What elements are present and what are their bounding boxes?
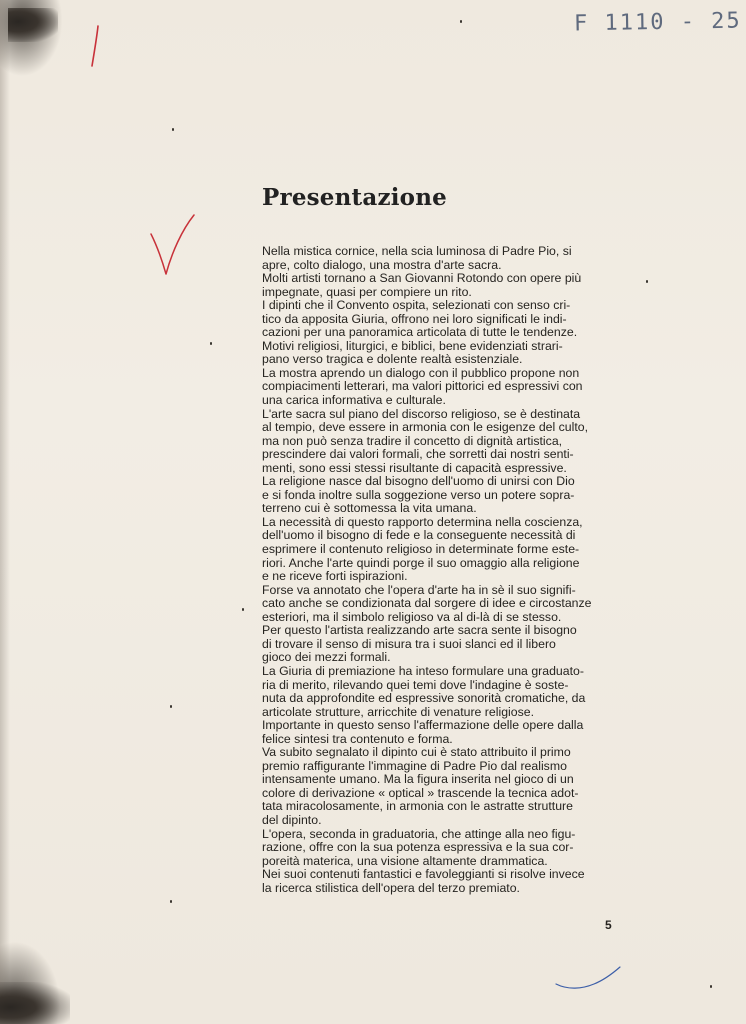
text-line: tata miracolosamente, in armonia con le astratte strutture — [262, 799, 573, 814]
text-line: poreità materica, una visione altamente drammatica. — [262, 853, 548, 868]
page-title: Presentazione — [262, 184, 447, 211]
text-line: Forse va annotato che l'opera d'arte ha in sè il suo signifi- — [262, 582, 576, 597]
text-line: Per questo l'artista realizzando arte sacra sente il bisogno — [262, 623, 577, 638]
text-line: L'arte sacra sul piano del discorso religioso, se è destinata — [262, 406, 581, 421]
text-line: nuta da approfondite ed espressive sonorità cromatiche, da — [262, 691, 586, 706]
text-line: La religione nasce dal bisogno dell'uomo di unirsi con Dio — [262, 474, 575, 489]
text-line: apre, colto dialogo, una mostra d'arte sacra. — [262, 257, 502, 272]
text-line: La Giuria di premiazione ha inteso formulare una graduato- — [262, 663, 584, 678]
paper-speck — [710, 985, 712, 988]
text-line: e ne riceve forti ispirazioni. — [262, 569, 408, 584]
paper-speck — [460, 20, 462, 23]
corner-stain-top — [8, 8, 58, 42]
text-line: ria di merito, rilevando quei temi dove l'indagine è soste- — [262, 677, 569, 692]
archive-reference-code: F 1110 - 25 — [573, 8, 742, 37]
text-line: premio raffigurante l'immagine di Padre Pio dal realismo — [262, 758, 567, 773]
text-line: articolate strutture, arricchite di venature religiose. — [262, 704, 535, 719]
red-pen-stroke — [88, 24, 102, 68]
text-line: L'opera, seconda in graduatoria, che attinge alla neo figu- — [262, 826, 576, 841]
body-text — [262, 245, 614, 895]
text-line: La necessità di questo rapporto determina nella coscienza, — [262, 514, 583, 529]
text-line: dell'uomo il bisogno di fede e la conseguente necessità di — [262, 528, 576, 543]
paper-speck — [210, 342, 212, 345]
text-line: Nei suoi contenuti fantastici e favoleggianti si risolve invece — [262, 867, 585, 882]
text-line: esprimere il contenuto religioso in determinate forme este- — [262, 542, 580, 557]
text-line: prescindere dai valori formali, che sorretti dai nostri senti- — [262, 447, 574, 462]
paper-speck — [170, 705, 172, 708]
page-number: 5 — [605, 918, 612, 932]
red-check-mark-icon — [148, 212, 196, 278]
text-line: pano verso tragica e dolente realtà esistenziale. — [262, 352, 523, 367]
text-line: menti, sono essi stessi risultante di capacità espressive. — [262, 460, 567, 475]
text-line: compiacimenti letterari, ma valori pittorici ed espressivi con — [262, 379, 583, 394]
text-line: razione, offre con la sua potenza espressiva e la sua cor- — [262, 840, 574, 855]
text-line: ma non può senza tradire il concetto di dignità artistica, — [262, 433, 563, 448]
text-line: riori. Anche l'arte quindi porge il suo omaggio alla religione — [262, 555, 580, 570]
blue-pen-squiggle — [554, 964, 624, 992]
paper-speck — [170, 900, 172, 903]
text-line: impegnate, quasi per compiere un rito. — [262, 284, 472, 299]
text-line: Nella mistica cornice, nella scia luminosa di Padre Pio, si — [262, 244, 572, 258]
paper-speck — [242, 608, 244, 611]
page-edge-shadow — [0, 0, 10, 1024]
corner-stain-bottom — [0, 982, 70, 1024]
text-line: Motivi religiosi, liturgici, e biblici, bene evidenziati strari- — [262, 338, 563, 353]
text-line: gioco dei mezzi formali. — [262, 650, 391, 665]
text-line: al tempio, deve essere in armonia con le esigenze del culto, — [262, 420, 589, 435]
paper-speck — [172, 128, 174, 131]
text-line: esteriori, ma il simbolo religioso va al di-là di se stesso. — [262, 609, 562, 624]
text-line: Molti artisti tornano a San Giovanni Rotondo con opere più — [262, 271, 582, 286]
text-line: la ricerca stilistica dell'opera del terzo premiato. — [262, 880, 520, 895]
text-line: del dipinto. — [262, 812, 322, 827]
text-line: colore di derivazione « optical » trascende la tecnica adot- — [262, 785, 579, 800]
text-line: felice sintesi tra contenuto e forma. — [262, 731, 453, 746]
text-line: e si fonda inoltre sulla soggezione verso un potere sopra- — [262, 487, 575, 502]
text-line: intensamente umano. Ma la figura inserita nel gioco di un — [262, 772, 574, 787]
text-line: di trovare il senso di misura tra i suoi slanci ed il libero — [262, 636, 556, 651]
text-line: Importante in questo senso l'affermazione delle opere dalla — [262, 718, 584, 733]
paper-speck — [646, 280, 648, 283]
text-line: Va subito segnalato il dipinto cui è stato attribuito il primo — [262, 745, 571, 760]
text-line: cato anche se condizionata dal sorgere di idee e circostanze — [262, 596, 592, 611]
text-line: cazioni per una panoramica articolata di tutte le tendenze. — [262, 325, 578, 340]
text-line: terreno cui è sottomessa la vita umana. — [262, 501, 477, 516]
text-line: La mostra aprendo un dialogo con il pubblico propone non — [262, 365, 580, 380]
text-line: tico da apposita Giuria, offrono nei loro significati le indi- — [262, 311, 567, 326]
text-line: una carica informativa e culturale. — [262, 393, 446, 408]
text-line: I dipinti che il Convento ospita, selezionati con senso cri- — [262, 298, 571, 313]
